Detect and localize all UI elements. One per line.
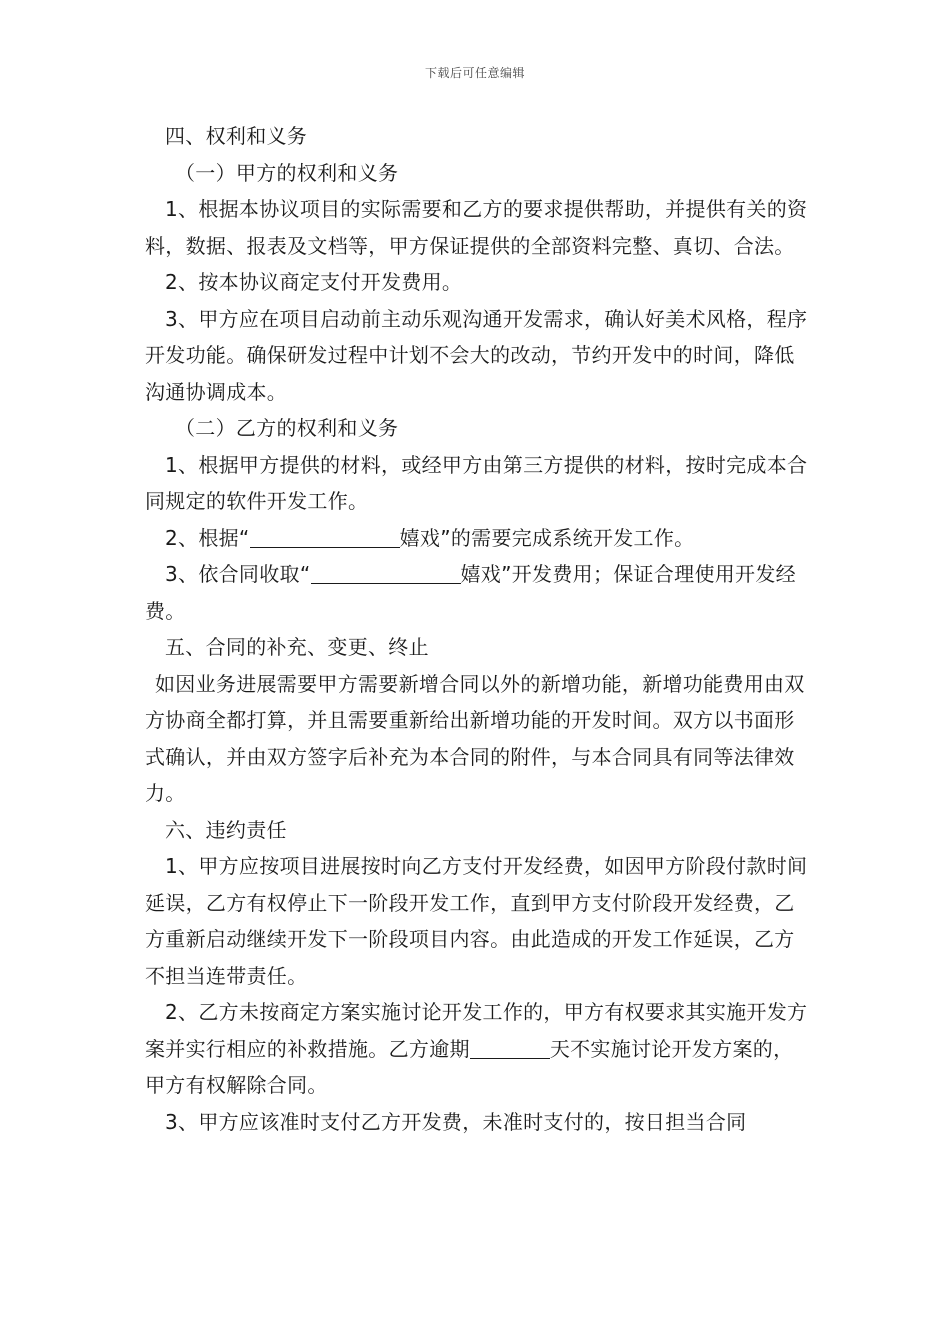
fill-in-blank [470, 1038, 550, 1059]
text-segment: 3、依合同收取“ [165, 562, 311, 586]
paragraph [145, 520, 810, 557]
subsection-heading: （一）甲方的权利和义务 [175, 160, 399, 185]
paragraph: 3、甲方应该准时支付乙方开发费，未准时支付的，按日担当合同 [165, 1109, 747, 1134]
paragraph: 1、根据甲方提供的材料，或经甲方由第三方提供的材料，按时完成本合同规定的软件开发工作。 [145, 452, 808, 513]
section-heading: 六、违约责任 [165, 817, 287, 842]
document-body [145, 118, 810, 1140]
text-segment: 2、乙方未按商定方案实施讨论开发工作的，甲方有权要求其实施开发方案并实行相应的补救措施。乙方逾期 [145, 1000, 808, 1061]
paragraph: 如因业务进展需要甲方需要新增合同以外的新增功能，新增功能费用由双方协商全都打算，并且需要重新给出新增功能的开发时间。双方以书面形式确认，并由双方签字后补充为本合同的附件，与本合同具有同等法律效力。 [145, 671, 805, 805]
page-header: 下载后可任意编辑 [424, 66, 525, 80]
text-segment: 天不实施讨论开发方案的，甲方有权解除合同。 [145, 1036, 794, 1097]
text-segment: 2、根据“ [165, 525, 250, 550]
section-heading: 四、权利和义务 [165, 124, 308, 148]
paragraph [145, 556, 810, 629]
text-segment: 嬉戏”的需要完成系统开发工作。 [399, 525, 695, 550]
subsection-heading: （二）乙方的权利和义务 [175, 416, 399, 440]
paragraph: 1、根据本协议项目的实际需要和乙方的要求提供帮助，并提供有关的资料，数据、报表及文档等，甲方保证提供的全部资料完整、真切、合法。 [145, 197, 808, 258]
paragraph: 1、甲方应按项目进展按时向乙方支付开发经费，如因甲方阶段付款时间延误，乙方有权停止下一阶段开发工作，直到甲方支付阶段开发经费，乙方重新启动继续开发下一阶段项目内容。由此造成的开发工作延误，乙方不担当连带责任。 [145, 854, 808, 988]
section-heading: 五、合同的补充、变更、终止 [165, 635, 429, 659]
fill-in-blank [311, 563, 461, 584]
paragraph [145, 994, 810, 1104]
fill-in-blank [250, 527, 400, 548]
paragraph: 2、按本协议商定支付开发费用。 [165, 270, 463, 294]
paragraph: 3、甲方应在项目启动前主动乐观沟通开发需求，确认好美术风格，程序开发功能。确保研发过程中计划不会大的改动，节约开发中的时间，降低沟通协调成本。 [145, 306, 808, 404]
text-segment: 嬉戏”开发费用；保证合理使用开发经费。 [145, 562, 796, 623]
